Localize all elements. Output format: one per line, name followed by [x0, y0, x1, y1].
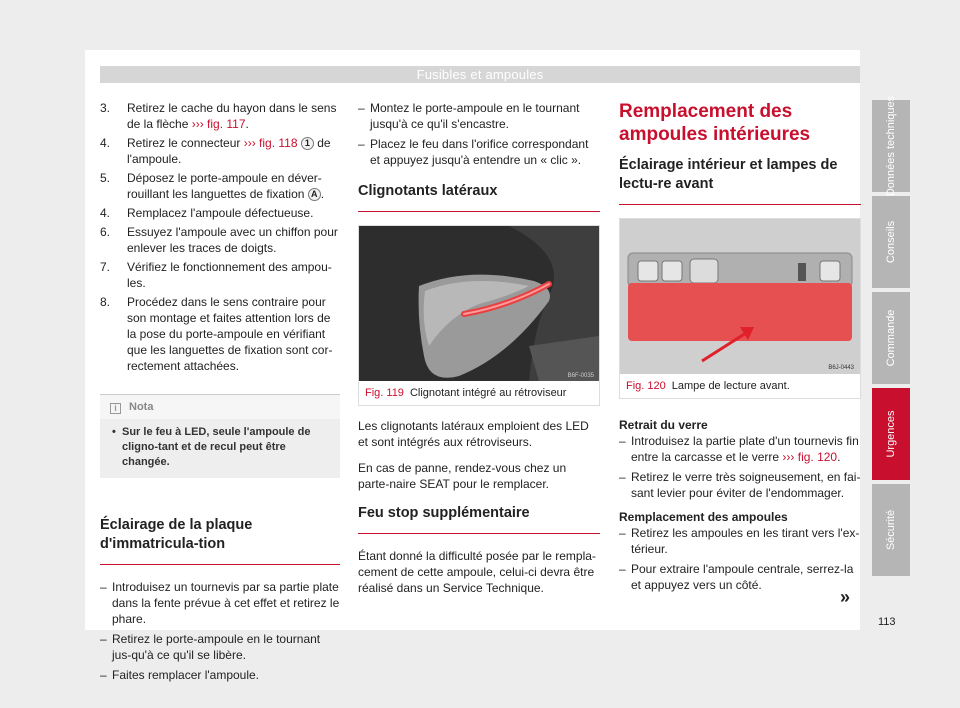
paragraph: En cas de panne, rendez-vous chez un parte-naire SEAT pour le remplacer. [358, 461, 567, 491]
tab-label: Sécurité [885, 509, 897, 551]
step-text: Retirez les ampoules en les tirant vers l'ex-térieur. [631, 526, 860, 556]
caption-text: Clignotant intégré au rétroviseur [409, 387, 567, 399]
note-text: Sur le feu à LED, seule l'ampoule de cligno-tant et de recul peut être changée. [122, 426, 311, 468]
dash-icon: – [100, 668, 107, 682]
dash-icon: – [100, 580, 107, 594]
dash-icon: – [358, 101, 365, 115]
retrait-steps [619, 433, 861, 501]
list-item [100, 100, 340, 132]
tab-securite[interactable] [872, 484, 910, 576]
rempl-steps [619, 525, 861, 593]
list-item [619, 561, 861, 593]
step-number: 5. [100, 171, 111, 185]
subheading-remplacement: Remplacement des ampoules [619, 510, 788, 524]
step-text: Introduisez un tournevis par sa partie plate dans la fente prévue à cet effet et retirez le phare. [112, 580, 340, 626]
step-text: Retirez le porte-ampoule en le tournant jus-qu'à ce qu'il se libère. [112, 632, 321, 662]
bullet-icon: • [112, 426, 116, 438]
section-title-clign: Clignotants latéraux [358, 182, 600, 212]
figure-link[interactable]: ››› fig. 118 [243, 136, 298, 150]
step-text: Retirez le verre très soigneusement, en fai-sant levier pour éviter de l'endommager. [631, 470, 861, 500]
paragraph: Étant donné la difficulté posée par le rempla-cement de cette ampoule, celui-ci devra être réalisé dans un Service Technique. [358, 549, 596, 595]
column-1 [100, 100, 340, 687]
step-number: 6. [100, 225, 111, 239]
tab-label: Commande [885, 309, 897, 367]
list-item [619, 525, 861, 557]
figure-caption [620, 374, 860, 398]
dash-icon: – [100, 632, 107, 646]
plate-steps [100, 579, 340, 683]
list-item [100, 294, 340, 374]
steps-list [100, 100, 340, 374]
section-title-plate: Éclairage de la plaque d'immatricula-tion [100, 516, 340, 565]
step-text: Déposez le porte-ampoule en déver-rouillant les languettes de fixation [127, 171, 322, 201]
list-item [619, 433, 861, 465]
step-text: Essuyez l'ampoule avec un chiffon pour enlever les traces de doigts. [127, 225, 338, 255]
step-text: . [245, 117, 249, 131]
dash-icon: – [619, 434, 626, 448]
page-title: Remplacement des ampoules intérieures [619, 101, 811, 145]
step-text: Pour extraire l'ampoule centrale, serrez-la et appuyez vers un côté. [631, 562, 854, 592]
section-title-stop: Feu stop supplémentaire [358, 504, 600, 534]
fig-code: B6F-0035 [567, 373, 594, 379]
list-item [619, 469, 861, 501]
note-label: Nota [129, 401, 154, 413]
step-text: Introduisez la partie plate d'un tournevis fin entre la carcasse et le verre [631, 434, 859, 464]
step-text: de l'ampoule. [127, 136, 331, 166]
tab-commande[interactable] [872, 292, 910, 384]
tab-label: Conseils [885, 220, 897, 264]
step-number: 4. [100, 206, 111, 220]
figure-label: Fig. 120 [626, 380, 666, 392]
caption-text: Lampe de lecture avant. [671, 380, 790, 392]
note-box [100, 394, 340, 478]
step-number: 8. [100, 295, 111, 309]
continue-arrow-icon: » [840, 587, 851, 607]
step-number: 7. [100, 260, 111, 274]
step-text: Montez le porte-ampoule en le tournant jusqu'à ce qu'il s'encastre. [370, 101, 580, 131]
page-number: 113 [878, 616, 896, 628]
dash-icon: – [619, 562, 626, 576]
note-header [100, 395, 340, 419]
mirror-illustration [359, 226, 599, 381]
tab-conseils[interactable] [872, 196, 910, 288]
tab-label: Données techniques [885, 95, 897, 197]
list-item [100, 579, 340, 627]
info-icon: i [110, 403, 121, 414]
fig-code: B6J-0443 [828, 365, 854, 371]
tab-donnees-techniques[interactable] [872, 95, 910, 197]
step-number: 4. [100, 136, 111, 150]
column-3 [619, 100, 861, 597]
callout-badge: 1 [301, 137, 314, 150]
step-number: 3. [100, 101, 111, 115]
subheading-retrait: Retrait du verre [619, 418, 708, 432]
step-text: Remplacez l'ampoule défectueuse. [127, 206, 314, 220]
side-tabs [872, 95, 910, 580]
dash-icon: – [358, 137, 365, 151]
step-text: . [837, 450, 841, 464]
step-text: Placez le feu dans l'orifice correspondant et appuyez jusqu'à entendre un « clic ». [370, 137, 589, 167]
list-item [100, 224, 340, 256]
figure-120 [619, 218, 861, 399]
step-text: Faites remplacer l'ampoule. [112, 668, 260, 682]
dash-icon: – [619, 526, 626, 540]
section-title-interior: Éclairage intérieur et lampes de lectu-re avant [619, 156, 861, 205]
step-text: Vérifiez le fonctionnement des ampou-les. [127, 260, 332, 290]
figure-119 [358, 225, 600, 406]
figure-caption [359, 381, 599, 405]
tab-label: Urgences [885, 410, 897, 458]
column-2 [358, 100, 600, 606]
figure-link[interactable]: ››› fig. 120 [782, 450, 838, 464]
mount-steps [358, 100, 600, 168]
figure-label: Fig. 119 [365, 387, 404, 399]
step-text: Retirez le cache du hayon dans le sens de la flèche [127, 101, 337, 131]
step-text: Retirez le connecteur [127, 136, 244, 150]
list-item [100, 170, 340, 202]
figure-link[interactable]: ››› fig. 117 [191, 117, 246, 131]
dash-icon: – [619, 470, 626, 484]
reading-lamp-illustration [620, 219, 860, 374]
list-item [100, 631, 340, 663]
step-text: Procédez dans le sens contraire pour son montage et faites attention lors de la pose du porte-ampoule en vérifiant que les languettes de fixation sont cor-rectement attachées. [127, 295, 333, 373]
paragraph: Les clignotants latéraux emploient des LED et sont intégrés aux rétroviseurs. [358, 419, 589, 449]
callout-badge: A [308, 188, 321, 201]
list-item [100, 259, 340, 291]
step-text: . [320, 187, 325, 201]
list-item [100, 135, 340, 167]
note-body [100, 419, 340, 478]
list-item [100, 667, 340, 683]
page-header: Fusibles et ampoules [100, 66, 860, 83]
list-item [100, 205, 340, 221]
list-item [358, 100, 600, 132]
list-item [358, 136, 600, 168]
tab-urgences[interactable] [872, 388, 910, 480]
